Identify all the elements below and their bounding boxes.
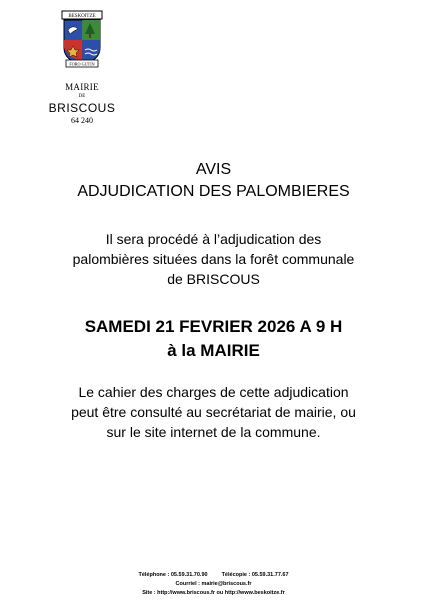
town-name: BRISCOUS <box>48 101 116 115</box>
info-line: sur le site internet de la commune. <box>106 424 321 440</box>
intro-line: de BRISCOUS <box>167 271 260 287</box>
crest-banner-text: BESKOITZE <box>68 14 96 20</box>
postcode: 64 240 <box>71 116 93 125</box>
crest-motto-text: FORO GUTIN <box>69 61 95 67</box>
footer-email: Courriel : mairie@briscous.fr <box>175 581 252 587</box>
notice-title: AVIS <box>195 161 232 178</box>
mairie-label: MAIRIE <box>65 82 99 92</box>
auction-date: SAMEDI 21 FEVRIER 2026 A 9 H <box>84 317 343 336</box>
town-hall-header <box>30 82 134 126</box>
intro-line: palombières situées dans la forêt communale <box>72 251 355 267</box>
auction-location: à la MAIRIE <box>167 341 260 360</box>
info-line: peut être consulté au secrétariat de mairie, ou <box>71 404 356 420</box>
footer-fax: Télécopie : 05.59.31.77.67 <box>221 572 289 578</box>
notice-subtitle: ADJUDICATION DES PALOMBIERES <box>77 183 350 200</box>
coat-of-arms-logo <box>60 10 104 70</box>
footer-website: Site : http://www.briscous.fr ou http://www.beskoitze.fr <box>142 590 285 596</box>
footer-phone: Téléphone : 05.59.31.70.90 <box>138 572 208 578</box>
intro-line: Il sera procédé à l’adjudication des <box>105 231 322 247</box>
mairie-de-label: DE <box>78 94 86 99</box>
info-line: Le cahier des charges de cette adjudication <box>78 384 349 400</box>
footer-contact-phone-fax <box>0 571 427 579</box>
info-paragraph <box>40 382 387 442</box>
intro-paragraph <box>40 229 387 289</box>
